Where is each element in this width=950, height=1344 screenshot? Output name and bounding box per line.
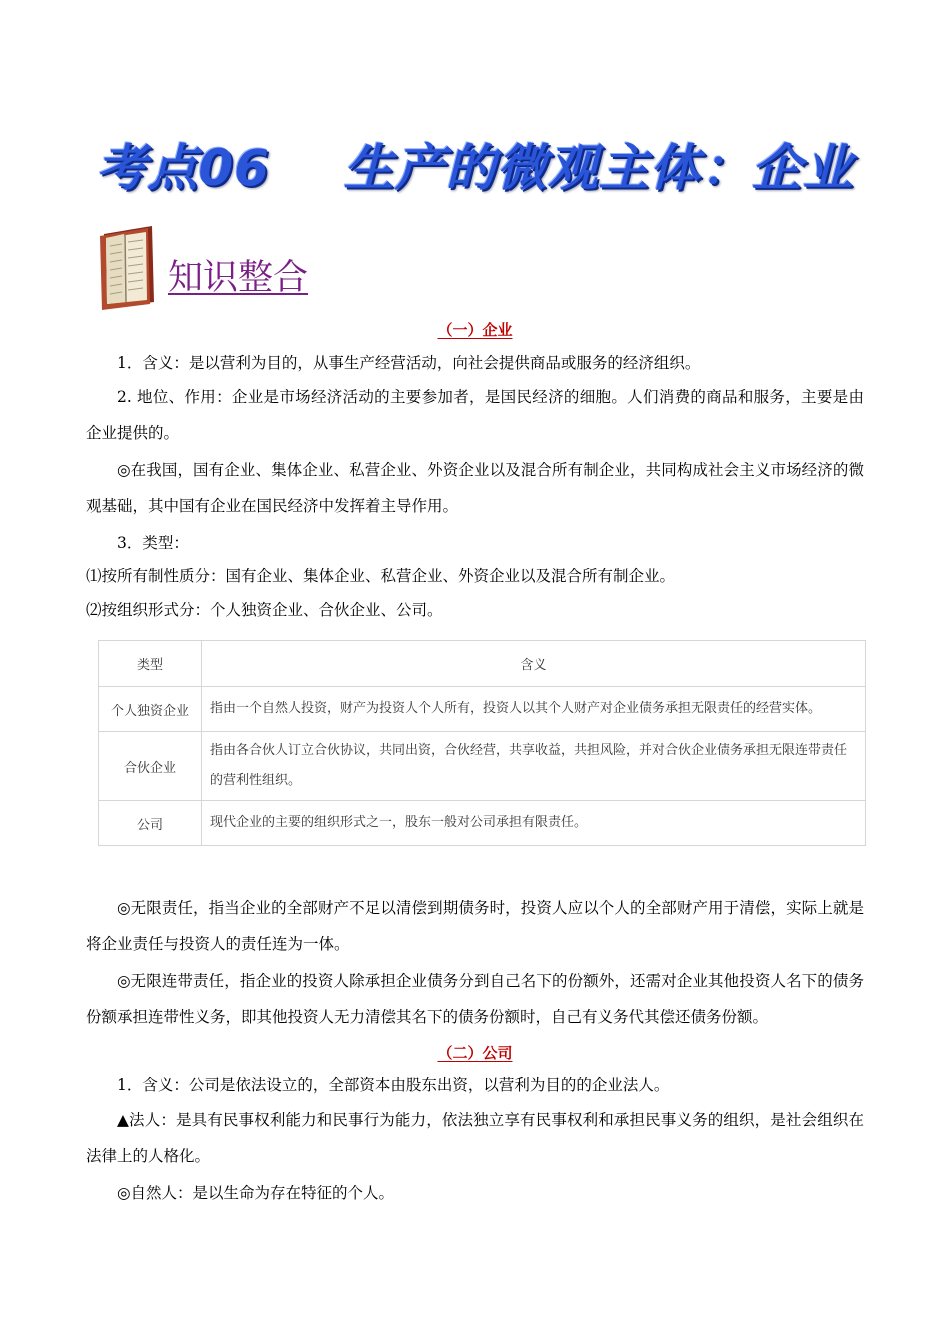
section1-para-1: 1．含义：是以营利为目的，从事生产经营活动，向社会提供商品或服务的经济组织。: [117, 354, 701, 372]
section2-heading: （二）公司: [437, 1044, 513, 1062]
table-cell-meaning: 指由各合伙人订立合伙协议，共同出资，合伙经营，共享收益，共担风险，并对合伙企业债务承担无限连带责任的营利性组织。: [202, 732, 866, 801]
note-unlimited-liability: ◎无限责任，指当企业的全部财产不足以清偿到期债务时，投资人应以个人的全部财产用于清偿，实际上就是将企业责任与投资人的责任连为一体。: [86, 899, 864, 953]
table-row: [99, 801, 866, 846]
table-row: [99, 732, 866, 801]
section-label: 知识整合: [168, 258, 309, 298]
section2-para-2: ▲法人：是具有民事权利能力和民事行为能力，依法独立享有民事权利和承担民事义务的组织，是社会组织在法律上的人格化。: [86, 1111, 864, 1165]
page-title: 考点06 生产的微观主体：企业: [96, 139, 854, 197]
section1-para-3: ◎在我国，国有企业、集体企业、私营企业、外资企业以及混合所有制企业，共同构成社会主义市场经济的微观基础，其中国有企业在国民经济中发挥着主导作用。: [86, 461, 864, 515]
table-header-row: [99, 641, 866, 687]
section2-para-3: ◎自然人：是以生命为存在特征的个人。: [117, 1184, 395, 1202]
section1-para-5: ⑴按所有制性质分：国有企业、集体企业、私营企业、外资企业以及混合所有制企业。: [86, 567, 676, 585]
section1-para-4: 3．类型：: [117, 534, 189, 552]
section1-heading: （一）企业: [437, 321, 513, 339]
table-header-meaning: 含义: [202, 641, 866, 687]
section1-para-6: ⑵按组织形式分：个人独资企业、合伙企业、公司。: [86, 601, 443, 619]
table-cell-type: 个人独资企业: [99, 687, 202, 732]
section1-para-2: 2. 地位、作用：企业是市场经济活动的主要参加者，是国民经济的细胞。人们消费的商品和服务，主要是由企业提供的。: [86, 388, 864, 442]
note-joint-liability: ◎无限连带责任，指企业的投资人除承担企业债务分到自己名下的份额外，还需对企业其他投资人名下的债务份额承担连带性义务，即其他投资人无力清偿其名下的债务份额时，自己有义务代其偿还债务份额。: [86, 972, 864, 1026]
section2-para-1: 1．含义：公司是依法设立的，全部资本由股东出资，以营利为目的的企业法人。: [117, 1076, 670, 1094]
table-cell-type: 公司: [99, 801, 202, 846]
section-header: [96, 224, 396, 310]
enterprise-types-table: [98, 640, 866, 846]
table-cell-type: 合伙企业: [99, 732, 202, 801]
table-header-type: 类型: [99, 641, 202, 687]
table-cell-meaning: 现代企业的主要的组织形式之一，股东一般对公司承担有限责任。: [202, 801, 866, 846]
table-row: [99, 687, 866, 732]
book-icon: [96, 224, 160, 310]
table-cell-meaning: 指由一个自然人投资，财产为投资人个人所有，投资人以其个人财产对企业债务承担无限责任的经营实体。: [202, 687, 866, 732]
